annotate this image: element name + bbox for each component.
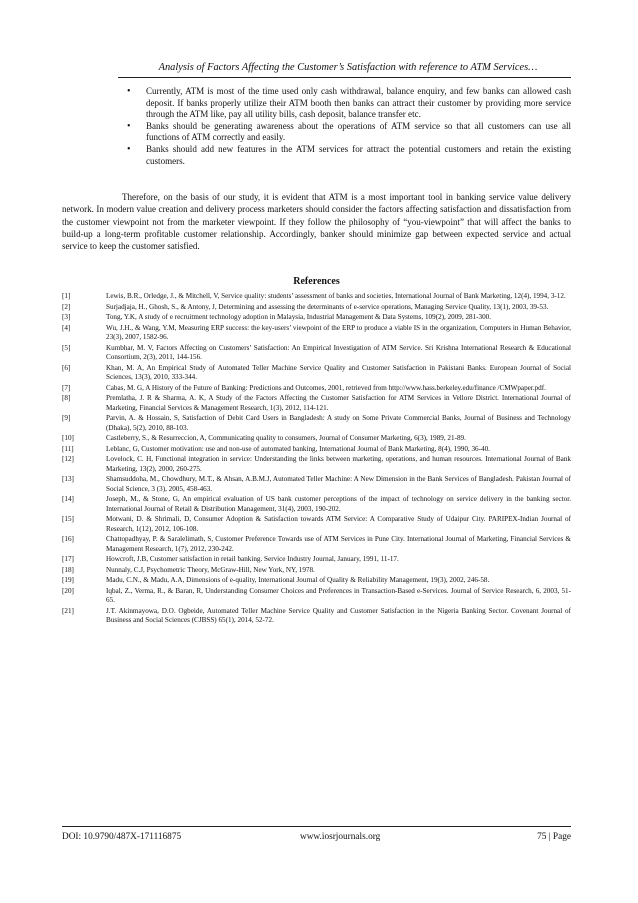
header-divider [118, 77, 571, 78]
reference-entry [62, 344, 571, 363]
reference-text: Surjadjaja, H., Ghosh, S., & Antony, J, Determining and assessing the determinants of e-service operations, Managing Service Quality, 13(1), 2003, 39-53. [106, 302, 549, 311]
recommendation-item: • Banks should add new features in the ATM services for attract the potential customers and retain the existing customers. [118, 144, 571, 167]
reference-entry [62, 324, 571, 343]
reference-number: [11] [62, 444, 74, 453]
reference-entry [62, 292, 571, 301]
references-heading: References [293, 276, 340, 287]
reference-text: Leblanc, G, Customer motivation: use and non-use of automated banking, International Journal of Bank Marketing, 8(4), 1990, 36-40. [106, 444, 490, 453]
reference-text: Cabas, M. G, A History of the Future of Banking: Predictions and Outcomes, 2001, retrieved from http://www.hass.berkeley.edu/finance /CMWpaper.pdf. [106, 383, 546, 392]
reference-entry [62, 587, 571, 606]
reference-number: [12] [62, 455, 74, 464]
reference-text: Shamsuddoha, M., Chowdhury, M.T., & Ahsan, A.B.M.J, Automated Teller Machine: A New Dimension in the Bank Services of Bangladesh. Pakistan Journal of Social Science, 3 (3), 2005, 458-463. [106, 475, 571, 493]
reference-entry [62, 303, 571, 312]
reference-number: [18] [62, 565, 74, 574]
reference-number: [14] [62, 495, 74, 504]
footer-website: www.iosrjournals.org [300, 832, 381, 842]
reference-text: Castleberry, S., & Resurreccion, A, Communicating quality to consumers, Journal of Consumer Marketing, 6(3), 1989, 21-89. [106, 434, 466, 443]
reference-entry [62, 535, 571, 554]
reference-number: [8] [62, 394, 71, 403]
reference-number: [9] [62, 414, 71, 423]
reference-text: Nunnaly, C.J, Psychometric Theory, McGraw-Hill, New York, NY, 1978. [106, 565, 315, 574]
reference-text: Parvin, A. & Hossain, S, Satisfaction of Debit Card Users in Bangladesh: A study on Some Private Commercial Banks, Journal of Business and Technology (Dhaka), 5(2), 2010, 88-103. [106, 414, 571, 432]
reference-number: [21] [62, 606, 74, 615]
reference-text: J.T. Akinmayowa, D.O. Ogbeide, Automated Teller Machine Service Quality and Customer Satisfaction in the Nigeria Banking Sector. Covenant Journal of Business and Social Sciences (CJBSS) 65(1), 2014, 52-72. [106, 606, 571, 625]
reference-text: Khan, M. A, An Empirical Study of Automated Teller Machine Service Quality and Customer Satisfaction in Pakistani Banks. European Journal of Social Sciences, 13(3), 2010, 333-344. [106, 363, 571, 382]
reference-entry [62, 607, 571, 626]
reference-entry [62, 475, 571, 494]
reference-entry [62, 445, 571, 454]
reference-text: Iqbal, Z., Verma, R., & Baran, R, Understanding Consumer Choices and Preferences in Transaction-Based e-Services. Journal of Service Research, 6, 2003, 51-65. [106, 586, 571, 605]
recommendation-list [118, 86, 571, 167]
reference-text: Lovelock, C. H, Functional integration in service: Understanding the links between marketing, operations, and human resources. International Journal of Bank Marketing, 13(2), 2000, 260-275. [106, 455, 571, 473]
reference-number: [7] [62, 383, 71, 392]
reference-text: Howcroft, J.B, Customer satisfaction in retail banking. Service Industry Journal, January, 1991, 11-17. [106, 555, 399, 564]
reference-text: Tong, Y.K, A study of e recruitment technology adoption in Malaysia, Industrial Management & Data Systems, 109(2), 2009, 281-300. [106, 313, 492, 322]
footer-page-number: 75 | Page [537, 832, 571, 842]
conclusion-paragraph: Therefore, on the basis of our study, it is evident that ATM is a most important tool in banking service value delivery network. In modern value creation and delivery process marketers should consider the factors affecting satisfaction and dissatisfaction from the customer viewpoint not from the marketer viewpoint. If they follow the philosophy of “you-viewpoint” that will affect the banks to build-up a long-term profitable customer relationship. Accordingly, banker should minimize gap between expected service and actual service to keep the customer satisfied. [62, 192, 571, 252]
reference-entry [62, 455, 571, 474]
reference-text: Lewis, B.R., Orledge, J., & Mitchell, V, Service quality: students’ assessment of banks and societies, International Journal of Bank Marketing, 12(4), 1994, 3-12. [106, 292, 566, 300]
reference-number: [17] [62, 555, 74, 564]
reference-text: Premlatha, J. R & Sharma, A. K, A Study of the Factors Affecting the Customer Satisfaction for ATM Services in Vellore District. International Journal of Marketing, Financial Services & Management Research, 1(3), 2012, 114-121. [106, 394, 571, 412]
footer-divider [62, 826, 571, 827]
reference-entry [62, 566, 571, 575]
reference-text: Joseph, M., & Stone, G, An empirical evaluation of US bank customer perceptions of the impact of technology on service delivery in the banking sector. International Journal of Retail & Distribution Management, 31(4), 2003, 190-202. [106, 495, 571, 513]
reference-number: [16] [62, 535, 74, 544]
recommendation-item: • Banks should be generating awareness about the operations of ATM service so that all customers can use all functions of ATM correctly and easily. [118, 121, 571, 144]
reference-number: [3] [62, 313, 71, 322]
reference-text: Madu, C.N., & Madu, A.A, Dimensions of e-quality, International Journal of Quality & Reliability Management, 19(3), 2002, 246-58. [106, 576, 490, 585]
reference-entry [62, 434, 571, 443]
reference-number: [13] [62, 475, 74, 484]
reference-number: [5] [62, 343, 71, 352]
reference-entry [62, 414, 571, 433]
reference-entry [62, 384, 571, 393]
reference-number: [1] [62, 292, 71, 300]
reference-entry [62, 555, 571, 564]
recommendation-item: • Currently, ATM is most of the time used only cash withdrawal, balance enquiry, and few banks can allowed cash deposit. If banks properly utilize their ATM booth then banks can attract their customer by providing more service through the ATM like, pay all utility bills, cash deposit, balance transfer etc. [118, 86, 571, 121]
reference-number: [15] [62, 515, 74, 524]
footer-doi: DOI: 10.9790/487X-171116875 [62, 832, 182, 842]
reference-number: [2] [62, 302, 71, 311]
reference-entry [62, 364, 571, 383]
reference-entry [62, 515, 571, 534]
running-header: Analysis of Factors Affecting the Customer’s Satisfaction with reference to ATM Services… [158, 62, 538, 73]
reference-entry [62, 313, 571, 322]
reference-entry [62, 495, 571, 514]
reference-list [62, 292, 571, 627]
reference-number: [20] [62, 586, 74, 595]
reference-text: Wu, J.H., & Wang, Y.M, Measuring ERP success: the key-users’ viewpoint of the ERP to produce a viable IS in the organization, Computers in Human Behavior, 23(3), 2007, 1582-96. [106, 323, 571, 342]
reference-entry [62, 576, 571, 585]
reference-text: Kumbhar, M. V, Factors Affecting on Customers’ Satisfaction: An Empirical Investigation of ATM Service. Sri Krishna International Research & Educational Consortium, 2(3), 2011, 144-156. [106, 343, 571, 362]
reference-number: [6] [62, 363, 71, 372]
reference-entry [62, 394, 571, 413]
reference-text: Chattopadhyay, P. & Saralelimath, S, Customer Preference Towards use of ATM Services in Pune City. International Journal of Marketing, Financial Services & Management Research, 1(7), 2012, 230-242. [106, 535, 571, 553]
reference-number: [4] [62, 323, 71, 332]
reference-number: [10] [62, 434, 74, 443]
reference-text: Motwani, D. & Shrimali, D, Consumer Adoption & Satisfaction towards ATM Service: A Comparative Study of Udaipur City. PARIPEX-Indian Journal of Research, 1(12), 2012, 106-108. [106, 515, 571, 533]
reference-number: [19] [62, 576, 74, 585]
